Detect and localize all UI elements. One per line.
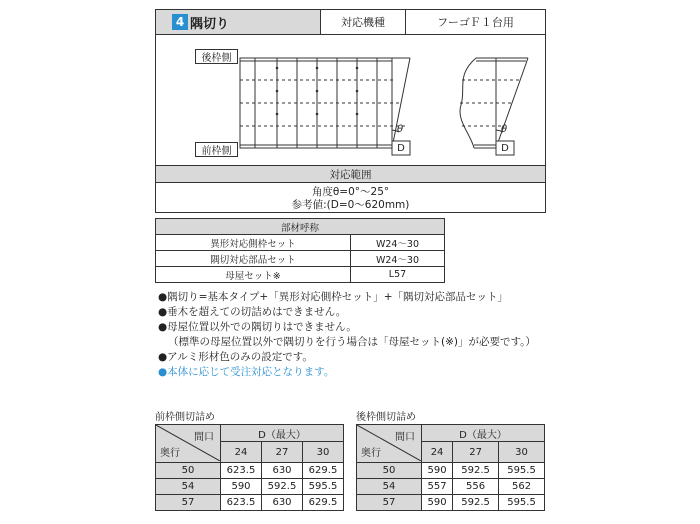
table-corner [357, 425, 422, 463]
column-header: 30 [499, 442, 545, 463]
table-cell: 592.5 [453, 463, 499, 479]
table-row [357, 495, 545, 511]
table-cell: 630 [262, 495, 303, 511]
theta-label-right: θ [501, 124, 508, 135]
column-header: 24 [422, 442, 453, 463]
group-header: D（最大） [422, 425, 545, 442]
part-size: W24～30 [351, 235, 445, 251]
table-cell: 592.5 [262, 479, 303, 495]
back-frame-label: 後枠側 [195, 49, 238, 64]
group-header: D（最大） [221, 425, 344, 442]
row-header: 50 [357, 463, 422, 479]
note-item: ●母屋位置以外での隅切りはできません。 [158, 321, 357, 333]
table-cell: 629.5 [303, 495, 344, 511]
parts-header: 部材呼称 [156, 219, 445, 235]
table-cell: 623.5 [221, 463, 262, 479]
table-row [156, 235, 445, 251]
back-table-title: 後枠側切詰め [356, 412, 416, 423]
table-row [156, 463, 344, 479]
table-cell: 595.5 [499, 495, 545, 511]
row-header: 57 [156, 495, 221, 511]
front-cut-table [155, 424, 344, 511]
column-header: 27 [262, 442, 303, 463]
theta-label-left: θ [397, 124, 404, 135]
row-header: 54 [156, 479, 221, 495]
section-number-badge: 4 [172, 14, 188, 30]
corner-bottom-label: 奥行 [160, 448, 180, 459]
d-label-left: D [397, 142, 405, 154]
part-size: W24～30 [351, 251, 445, 267]
table-cell: 595.5 [303, 479, 344, 495]
note-item: ●隅切り=基本タイプ+「異形対応側枠セット」+「隅切対応部品セット」 [158, 291, 509, 303]
table-cell: 592.5 [453, 495, 499, 511]
table-cell: 557 [422, 479, 453, 495]
part-name: 異形対応側枠セット [156, 235, 351, 251]
note-item: ●垂木を超えての切詰めはできません。 [158, 306, 347, 318]
d-label-right: D [501, 142, 509, 154]
diagram-area [155, 35, 546, 165]
range-reference: 参考値:(D=0～620mm) [291, 199, 410, 211]
table-row [156, 479, 344, 495]
range-angle: 角度θ=0°～25° [311, 186, 390, 198]
range-header: 対応範囲 [155, 165, 546, 183]
part-name: 母屋セット※ [156, 267, 351, 283]
notes-list [158, 290, 578, 380]
section-title-text: 隅切り [190, 16, 230, 32]
table-row [156, 267, 445, 283]
model-value: フーゴＦ１台用 [437, 16, 514, 29]
table-row [357, 479, 545, 495]
spec-header [155, 9, 546, 35]
corner-top-label: 間口 [194, 432, 214, 443]
note-item: （標準の母屋位置以外で隅切りを行う場合は「母屋セット(※)」が必要です。） [168, 336, 536, 348]
front-frame-label: 前枠側 [195, 142, 238, 157]
corner-top-label: 間口 [395, 432, 415, 443]
table-row [156, 251, 445, 267]
row-header: 54 [357, 479, 422, 495]
parts-table [155, 218, 445, 283]
table-cell: 595.5 [499, 463, 545, 479]
part-size: L57 [351, 267, 445, 283]
front-table-title: 前枠側切詰め [155, 412, 215, 423]
note-item: ●アルミ形材色のみの設定です。 [158, 351, 313, 363]
column-header: 24 [221, 442, 262, 463]
table-cell: 562 [499, 479, 545, 495]
model-label: 対応機種 [320, 10, 406, 34]
back-cut-table [356, 424, 545, 511]
column-header: 27 [453, 442, 499, 463]
table-cell: 623.5 [221, 495, 262, 511]
table-cell: 590 [422, 495, 453, 511]
note-highlight: ●本体に応じて受注対応となります。 [158, 366, 335, 378]
table-corner [156, 425, 221, 463]
table-cell: 590 [221, 479, 262, 495]
section-title [156, 10, 320, 34]
part-name: 隅切対応部品セット [156, 251, 351, 267]
table-cell: 630 [262, 463, 303, 479]
corner-bottom-label: 奥行 [361, 448, 381, 459]
table-cell: 629.5 [303, 463, 344, 479]
column-header: 30 [303, 442, 344, 463]
table-row [357, 463, 545, 479]
row-header: 50 [156, 463, 221, 479]
table-cell: 556 [453, 479, 499, 495]
range-body [155, 183, 546, 213]
table-cell: 590 [422, 463, 453, 479]
row-header: 57 [357, 495, 422, 511]
table-row [156, 495, 344, 511]
